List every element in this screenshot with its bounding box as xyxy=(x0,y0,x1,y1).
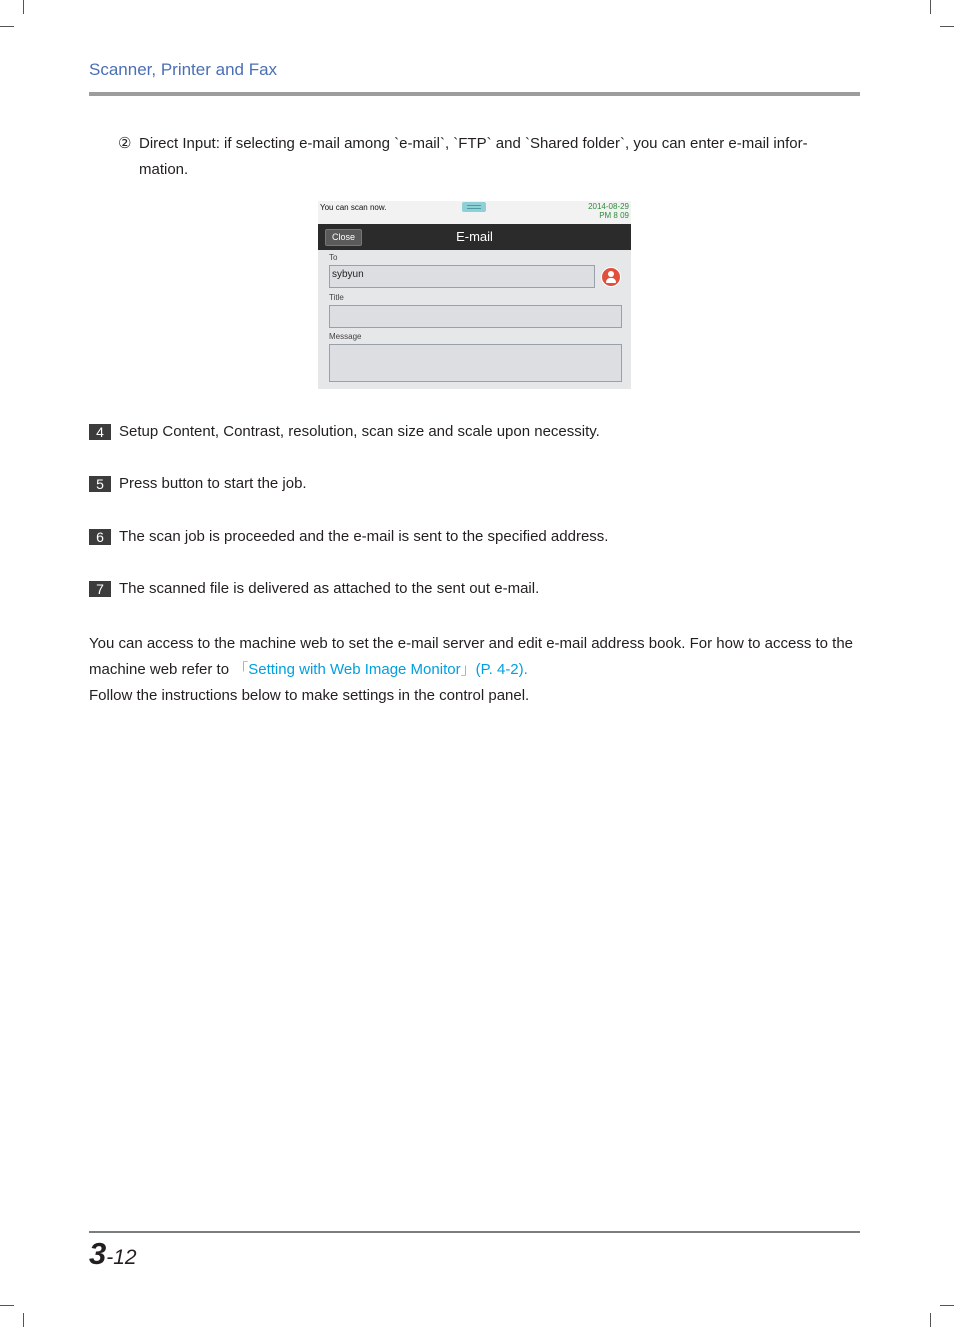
to-field[interactable] xyxy=(329,265,595,288)
crop-mark xyxy=(940,26,954,27)
status-date: 2014-08-29 xyxy=(588,202,629,211)
screen-title-bar xyxy=(318,224,631,250)
step-text: The scanned file is delivered as attached to the sent out e-mail. xyxy=(119,580,540,597)
header-divider xyxy=(89,92,860,96)
screen-title: E-mail xyxy=(456,229,493,244)
crop-mark xyxy=(0,26,14,27)
web-image-monitor-link[interactable]: 「Setting with Web Image Monitor」(P. 4-2). xyxy=(233,661,528,678)
step-number: 6 xyxy=(89,529,111,545)
step-text: The scan job is proceeded and the e-mail is sent to the specified address. xyxy=(119,528,609,545)
crop-mark xyxy=(930,0,931,14)
crop-mark xyxy=(0,1305,14,1306)
circled-number: ② xyxy=(118,135,132,152)
step-text: Press button to start the job. xyxy=(119,475,307,492)
message-field[interactable] xyxy=(329,344,622,382)
chapter-number: 3 xyxy=(89,1236,107,1271)
title-field[interactable] xyxy=(329,305,622,328)
to-label: To xyxy=(329,253,338,262)
footer-divider xyxy=(89,1231,860,1233)
paragraph-instructions: Follow the instructions below to make settings in the control panel. xyxy=(89,687,530,704)
crop-mark xyxy=(23,0,24,14)
step-number: 7 xyxy=(89,581,111,597)
sub-item-direct-input xyxy=(118,131,848,183)
message-label: Message xyxy=(329,332,362,341)
status-bar xyxy=(318,201,631,224)
crop-mark xyxy=(930,1313,931,1327)
status-time: PM 8 09 xyxy=(599,211,629,220)
title-label: Title xyxy=(329,293,344,302)
step-number: 5 xyxy=(89,476,111,492)
status-datetime xyxy=(588,202,629,220)
step-text: Setup Content, Contrast, resolution, scan size and scale upon necessity. xyxy=(119,423,600,440)
page-number xyxy=(89,1236,137,1272)
step-number: 4 xyxy=(89,424,111,440)
paragraph-text: You can access to the machine web to set the e-mail server and edit e-mail address book. For how to access to the machine web refer to xyxy=(89,635,854,678)
status-message: You can scan now. xyxy=(320,203,387,212)
drag-handle-icon[interactable] xyxy=(462,202,486,212)
close-button[interactable]: Close xyxy=(325,229,362,246)
device-screenshot xyxy=(318,201,631,389)
sub-item-text: Direct Input: if selecting e-mail among `e-mail`, `FTP` and `Shared folder`, you can enter e-mail infor-mation. xyxy=(139,135,808,178)
info-paragraph xyxy=(89,631,859,709)
crop-mark xyxy=(23,1313,24,1327)
page-index: -12 xyxy=(106,1246,137,1269)
crop-mark xyxy=(940,1305,954,1306)
person-icon[interactable] xyxy=(601,267,621,287)
section-header: Scanner, Printer and Fax xyxy=(89,60,278,79)
to-value: sybyun xyxy=(332,269,364,280)
